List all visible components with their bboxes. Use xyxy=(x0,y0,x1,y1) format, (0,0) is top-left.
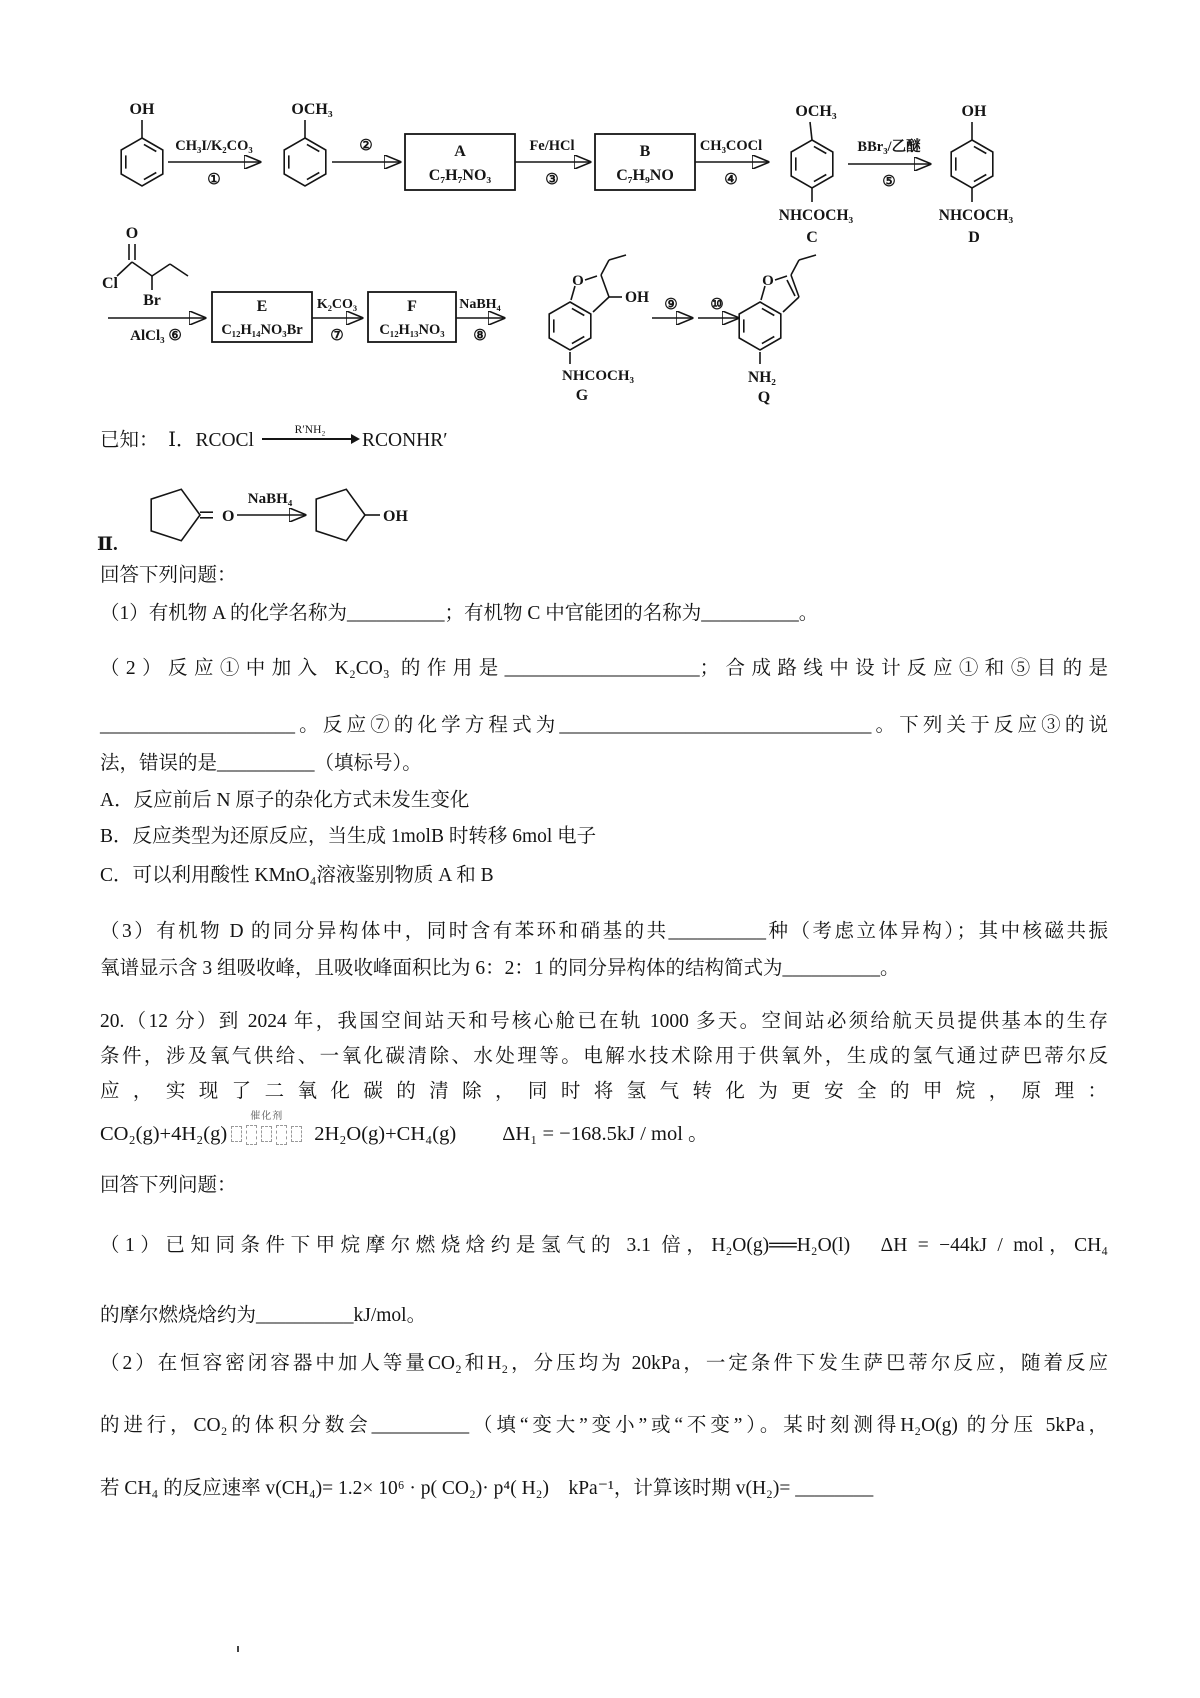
anisole-och3-label: OCH₃ xyxy=(291,101,333,118)
q19-prompt: 回答下列问题： xyxy=(100,565,237,586)
reaction-arrow-2 xyxy=(332,138,400,162)
cyclopentanol-structure xyxy=(316,489,408,540)
q20-intro-line2: 条件，涉及氧气供给、一氧化碳清除、水处理等。电解水技术除用于供氧外，生成的氢气通过萨巴蒂尔反 xyxy=(100,1046,1108,1067)
q20-prompt: 回答下列问题： xyxy=(100,1175,237,1196)
catalyst-arrow-garbled xyxy=(229,1111,304,1149)
equation-right-side: 2H₂O(g)+CH₄(g) xyxy=(314,1123,457,1145)
q20-paragraph-2c: 若 CH₄ 的反应速率 v(CH₄)= 1.2× 10⁶ · p( CO₂)· p⁴( H₂) kPa⁻¹，计算该时期 v(H₂)= ________ xyxy=(100,1478,874,1499)
known-1-product: RCONHR′ xyxy=(361,430,448,451)
anisole-structure xyxy=(284,101,333,186)
compound-c-bottom-group: NHCOCH₃ xyxy=(778,207,854,224)
compound-b-box xyxy=(595,134,695,190)
step-3-number: ③ xyxy=(545,172,559,188)
compound-f-name: F xyxy=(407,298,417,315)
compound-a-formula: C₇H₇NO₃ xyxy=(428,167,492,184)
reaction-arrow-8 xyxy=(456,297,504,344)
compound-g-oh: OH xyxy=(624,289,650,306)
compound-c-top-group: OCH₃ xyxy=(795,103,837,120)
reaction-arrow-9 xyxy=(652,297,692,318)
q19-paragraph-3b: 氧谱显示含 3 组吸收峰，且吸收峰面积比为 6：2：1 的同分异构体的结构简式为__________。 xyxy=(100,958,900,979)
known-1-arrow-reagent: R′NH₂ xyxy=(294,424,326,437)
compound-d-name: D xyxy=(968,229,980,246)
compound-a-name: A xyxy=(454,143,466,160)
compound-f-formula: C₁₂H₁₃NO₃ xyxy=(379,322,445,338)
q20-paragraph-2a: （2）在恒容密闭容器中加人等量CO₂和H₂，分压均为 20kPa，一定条件下发生萨巴蒂尔反应，随着反应 xyxy=(100,1353,1108,1374)
reagent-8: NaBH₄ xyxy=(459,297,501,312)
compound-d-bottom-group: NHCOCH₃ xyxy=(938,207,1014,224)
step-8-number: ⑧ xyxy=(473,328,487,344)
known-2-reagent: NaBH₄ xyxy=(247,491,293,507)
tofu-box xyxy=(276,1125,287,1145)
step-5-number: ⑤ xyxy=(882,174,896,190)
reagent-5: BBr₃/乙醚 xyxy=(857,139,921,155)
known-1-prefix: 已知： Ⅰ．RCOCl xyxy=(100,430,254,451)
q19-paragraph-1: （1）有机物 A 的化学名称为__________；有机物 C 中官能团的名称为__________。 xyxy=(100,603,819,624)
compound-e-box xyxy=(212,292,312,342)
compound-g-structure xyxy=(549,255,649,404)
compound-q-ring-o: O xyxy=(762,273,774,289)
compound-g-bottom-group: NHCOCH₃ xyxy=(562,368,634,384)
q20-intro-line1: 20.（12 分）到 2024 年，我国空间站天和号核心舱已在轨 1000 多天。空间站必须给航天员提供基本的生存 xyxy=(100,1011,1108,1032)
equation-left-side: CO₂(g)+4H₂(g) xyxy=(100,1123,228,1145)
step-7-number: ⑦ xyxy=(330,328,344,344)
q20-paragraph-2b: 的进行，CO₂的体积分数会__________（填“变大”变小”或“不变”）。某时刻测得H₂O(g) 的分压 5kPa， xyxy=(100,1415,1108,1436)
q19-paragraph-2b: ____________________。反应⑦的化学方程式为________________________________。下列关于反应③的说 xyxy=(100,715,1108,736)
reaction-arrow-7 xyxy=(312,297,362,344)
arrow-icon xyxy=(262,424,358,440)
q20-paragraph-1b: 的摩尔燃烧焓约为__________kJ/mol。 xyxy=(100,1305,427,1326)
q20-intro-line3: 应，实现了二氧化碳的清除，同时将氢气转化为更安全的甲烷，原理： xyxy=(100,1081,1108,1102)
reagent-6: AlCl₃ ⑥ xyxy=(130,328,182,344)
known-reaction-1 xyxy=(100,424,448,452)
tofu-box xyxy=(231,1126,242,1142)
reaction-arrow-3 xyxy=(515,138,590,188)
q19-paragraph-3a: （3）有机物 D 的同分异构体中，同时含有苯环和硝基的共__________种（考虑立体异构）；其中核磁共振 xyxy=(100,921,1108,942)
reagent-7: K₂CO₃ xyxy=(316,297,358,312)
acyl-cl-label: Cl xyxy=(102,275,118,292)
compound-q-name: Q xyxy=(757,389,771,406)
reagent-3: Fe/HCl xyxy=(529,138,575,154)
q19-option-c: C．可以利用酸性 KMnO₄溶液鉴别物质 A 和 B xyxy=(100,865,494,886)
compound-b-name: B xyxy=(639,143,651,160)
q20-paragraph-1a: （1）已知同条件下甲烷摩尔燃烧焓约是氢气的 3.1 倍，H₂O(g)══H₂O(l) ΔH = −44kJ / mol，CH₄ xyxy=(100,1235,1108,1256)
compound-f-box xyxy=(368,292,456,342)
compound-q-structure xyxy=(739,255,816,406)
reaction-arrow-5 xyxy=(848,138,930,190)
compound-e-name: E xyxy=(256,298,268,315)
catalyst-label: 催化剂 xyxy=(250,1111,284,1122)
q19-paragraph-2c: 法，错误的是__________（填标号）。 xyxy=(100,753,422,774)
compound-g-ring-o: O xyxy=(572,273,584,289)
reaction-scheme-row2 xyxy=(100,218,1100,413)
reaction-arrow-10 xyxy=(698,297,738,318)
stray-mark xyxy=(237,1646,239,1652)
compound-d-top-group: OH xyxy=(961,103,987,120)
reaction-arrow-6 xyxy=(108,318,205,344)
acyl-o-label: O xyxy=(125,225,139,242)
compound-b-formula: C₇H₉NO xyxy=(616,167,674,184)
compound-q-nh2: NH₂ xyxy=(748,369,776,386)
step-10-number: ⑩ xyxy=(710,297,724,313)
equation-delta-h: ΔH₁ = −168.5kJ / mol 。 xyxy=(502,1123,709,1145)
reaction-arrow-1 xyxy=(168,138,260,188)
step-2-number: ② xyxy=(359,138,373,154)
ketone-o-label: O xyxy=(222,508,235,525)
tofu-box xyxy=(246,1125,257,1145)
q19-option-b: B．反应类型为还原反应，当生成 1molB 时转移 6mol 电子 xyxy=(100,826,597,847)
step-9-number: ⑨ xyxy=(664,297,678,313)
reagent-1: CH₃I/K₂CO₃ xyxy=(175,138,253,154)
reaction-arrow-4 xyxy=(695,138,768,188)
reagent-4: CH₃COCl xyxy=(699,138,763,154)
step-4-number: ④ xyxy=(724,172,738,188)
q19-option-a: A．反应前后 N 原子的杂化方式未发生变化 xyxy=(100,790,470,811)
compound-a-box xyxy=(405,134,515,190)
known-reaction-2 xyxy=(95,470,495,562)
known-2-label: Ⅱ. xyxy=(97,534,118,555)
acyl-chloride-structure xyxy=(102,225,188,309)
q19-paragraph-2a: （2）反应①中加入 K₂CO₃ 的作用是____________________；合成路线中设计反应①和⑤目的是 xyxy=(100,658,1108,679)
acyl-br-label: Br xyxy=(143,292,161,309)
compound-g-name: G xyxy=(575,387,589,404)
step-1-number: ① xyxy=(207,172,221,188)
alcohol-oh-label: OH xyxy=(383,508,408,525)
tofu-box xyxy=(261,1126,272,1142)
cyclopentanone-structure xyxy=(151,489,234,540)
q20-thermochemical-equation xyxy=(100,1111,1108,1149)
compound-c-name: C xyxy=(806,229,818,246)
known-2-arrow xyxy=(237,491,305,515)
tofu-box xyxy=(291,1126,302,1142)
phenol-oh-label: OH xyxy=(129,101,155,118)
phenol-structure xyxy=(121,101,163,186)
compound-e-formula: C₁₂H₁₄NO₃Br xyxy=(221,322,303,338)
